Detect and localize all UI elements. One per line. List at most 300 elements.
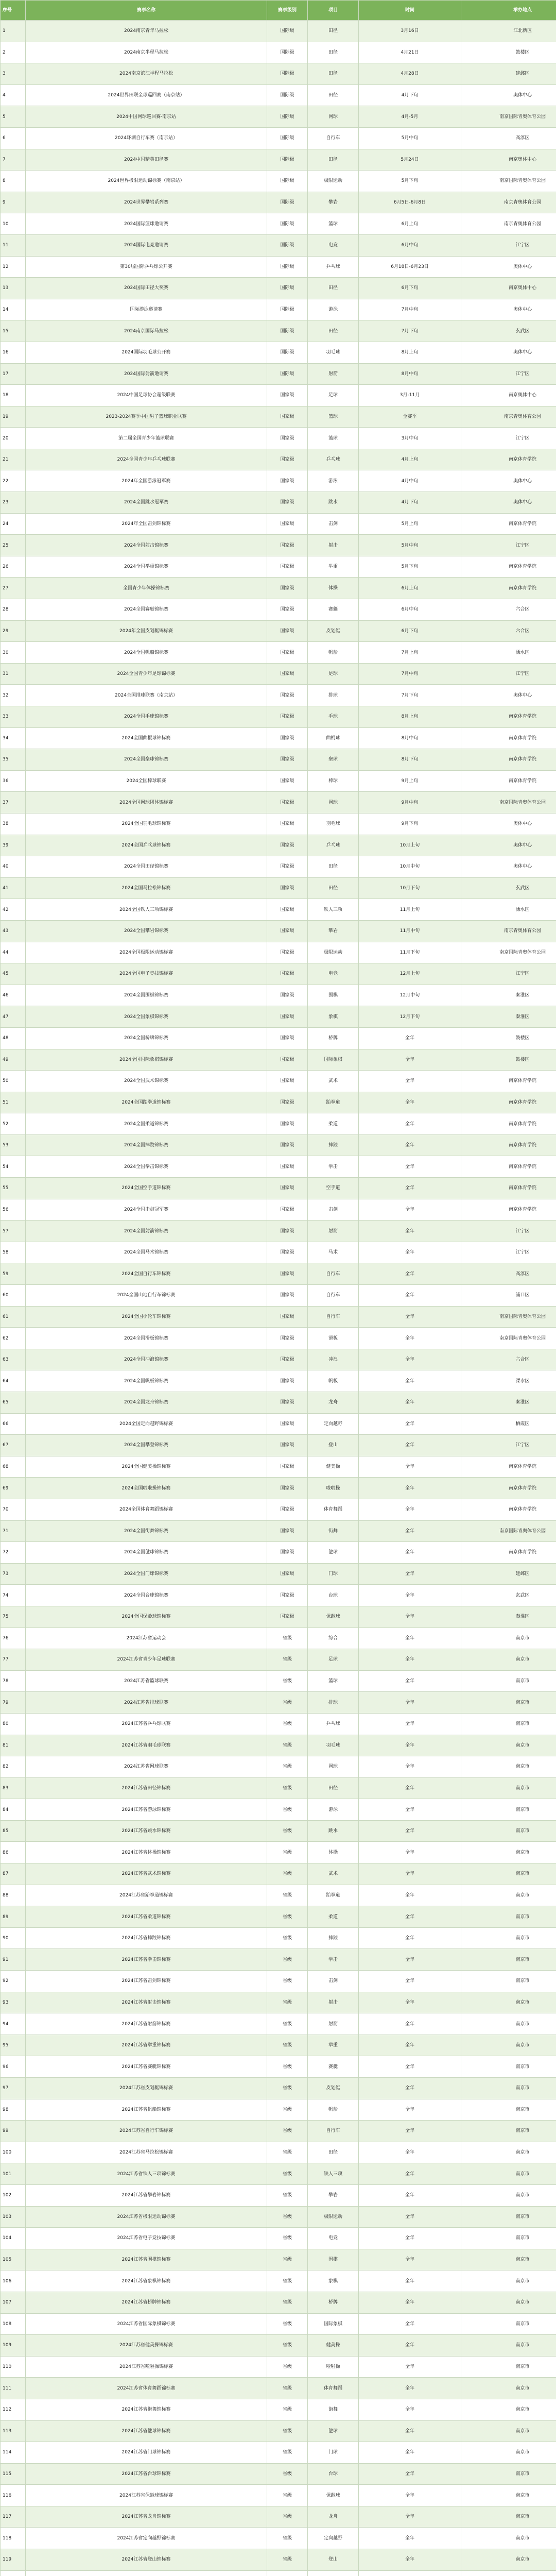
table-cell: 南京市 (461, 1842, 556, 1863)
table-cell: 国家级 (267, 1328, 308, 1349)
table-cell: 2024江苏省啦啦操锦标赛 (26, 2356, 267, 2378)
table-row (1, 299, 556, 320)
table-cell: 50 (1, 1071, 26, 1092)
table-cell: 2024年全国游泳冠军赛 (26, 470, 267, 492)
table-cell: 田径 (308, 877, 359, 899)
table-cell: 国际象棋 (308, 2313, 359, 2335)
table-cell: 全年 (359, 1842, 461, 1863)
table-row (1, 1692, 556, 1714)
table-cell: 全年 (359, 1756, 461, 1778)
table-cell: 国家级 (267, 513, 308, 535)
table-row (1, 2013, 556, 2035)
table-cell: 门球 (308, 1563, 359, 1585)
table-cell: 103 (1, 2206, 26, 2228)
table-cell: 2024江苏省体育舞蹈锦标赛 (26, 2378, 267, 2399)
table-cell: 2024全国田径锦标赛 (26, 856, 267, 878)
table-cell: 8月上旬 (359, 706, 461, 728)
table-cell: 综合 (308, 1628, 359, 1649)
table-cell: 国家级 (267, 1134, 308, 1156)
table-cell: 羽毛球 (308, 813, 359, 835)
table-cell: 2024江苏省跆拳道锦标赛 (26, 1885, 267, 1906)
table-cell: 南京市 (461, 2506, 556, 2528)
table-cell: 2024全国铁人三项锦标赛 (26, 899, 267, 921)
table-cell: 游泳 (308, 299, 359, 320)
table-cell: 全年 (359, 1820, 461, 1842)
table-cell: 全年 (359, 1863, 461, 1885)
table-row (1, 1606, 556, 1628)
table-cell: 2024全国射击锦标赛 (26, 535, 267, 556)
table-row (1, 2485, 556, 2506)
table-cell: 啦啦操 (308, 1478, 359, 1499)
table-row (1, 513, 556, 535)
table-cell: 南京体育学院 (461, 1199, 556, 1221)
table-cell: 2024全国滑板锦标赛 (26, 1328, 267, 1349)
table-row (1, 428, 556, 449)
table-cell: 南京市 (461, 2420, 556, 2442)
table-cell: 攀岩 (308, 192, 359, 213)
table-row (1, 685, 556, 706)
table-cell: 31 (1, 663, 26, 685)
table-row (1, 1499, 556, 1520)
table-row (1, 1392, 556, 1414)
table-cell: 2024中国网球巡回赛·南京站 (26, 106, 267, 128)
table-cell: 106 (1, 2270, 26, 2292)
table-cell: 拳击 (308, 1156, 359, 1178)
table-cell: 南京市 (461, 1799, 556, 1821)
table-cell: 南京市 (461, 2442, 556, 2464)
table-cell: 46 (1, 985, 26, 1006)
table-row (1, 2292, 556, 2313)
table-cell: 南京市 (461, 2078, 556, 2099)
table-cell: 国际级 (267, 320, 308, 342)
table-cell: 11月上旬 (359, 899, 461, 921)
table-cell: 攀岩 (308, 920, 359, 942)
table-cell: 江宁区 (461, 234, 556, 256)
table-cell: 11月中旬 (359, 920, 461, 942)
table-cell: 毽球 (308, 1542, 359, 1564)
table-cell: 国际级 (267, 149, 308, 171)
table-cell: 6月上旬 (359, 213, 461, 235)
table-cell: 4月下旬 (359, 492, 461, 514)
table-cell: 2024江苏省桥牌锦标赛 (26, 2292, 267, 2313)
table-cell: 全国青少年体操锦标赛 (26, 578, 267, 599)
table-row (1, 1134, 556, 1156)
table-row (1, 1221, 556, 1242)
table-cell: 皮划艇 (308, 620, 359, 642)
table-cell: 64 (1, 1370, 26, 1392)
table-cell: 11月下旬 (359, 942, 461, 963)
table-cell: 全年 (359, 1349, 461, 1370)
table-cell: 省级 (267, 1992, 308, 2013)
table-cell: 2024全国桥牌锦标赛 (26, 1027, 267, 1049)
table-cell: 2024江苏省青少年足球联赛 (26, 1649, 267, 1671)
table-cell: 2024世界攀岩系列赛 (26, 192, 267, 213)
table-cell: 南京体育学院 (461, 1134, 556, 1156)
table-cell: 秦淮区 (461, 985, 556, 1006)
table-cell: 网球 (308, 106, 359, 128)
table-cell: 5月中旬 (359, 535, 461, 556)
table-cell: 六合区 (461, 1349, 556, 1370)
table-cell: 自行车 (308, 1285, 359, 1307)
table-row (1, 2442, 556, 2464)
table-cell: 2024全国台球锦标赛 (26, 1585, 267, 1606)
table-cell: 全年 (359, 1649, 461, 1671)
table-cell: 2024江苏省击剑锦标赛 (26, 1971, 267, 1992)
table-cell: 7月上旬 (359, 642, 461, 664)
table-cell: 全年 (359, 1692, 461, 1714)
table-cell: 省级 (267, 1670, 308, 1692)
table-cell: 南京奥体中心 (461, 149, 556, 171)
table-row (1, 1777, 556, 1799)
table-cell: 全年 (359, 2099, 461, 2121)
table-cell: 省级 (267, 1820, 308, 1842)
table-cell: 100 (1, 2142, 26, 2163)
table-cell: 省级 (267, 1628, 308, 1649)
table-cell: 国家级 (267, 1349, 308, 1370)
table-cell: 国家级 (267, 1006, 308, 1028)
table-cell: 省级 (267, 1863, 308, 1885)
table-cell: 101 (1, 2163, 26, 2185)
table-cell: 2024全国网球团体锦标赛 (26, 792, 267, 814)
table-cell: 2024江苏省龙舟锦标赛 (26, 2506, 267, 2528)
table-cell: 南京市 (461, 2163, 556, 2185)
table-cell: 击剑 (308, 513, 359, 535)
table-cell: 南京市 (461, 2249, 556, 2270)
table-cell: 南京国际青奥体育公园 (461, 171, 556, 192)
table-cell: 16 (1, 342, 26, 363)
table-cell: 南京体育学院 (461, 513, 556, 535)
table-cell: 南京市 (461, 1906, 556, 1928)
table-cell: 92 (1, 1971, 26, 1992)
table-cell: 29 (1, 620, 26, 642)
table-cell: 省级 (267, 1756, 308, 1778)
table-cell: 2024全国啦啦操锦标赛 (26, 1478, 267, 1499)
table-cell: 南京市 (461, 2335, 556, 2357)
table-cell: 省级 (267, 2378, 308, 2399)
table-cell: 武术 (308, 1071, 359, 1092)
table-row (1, 2270, 556, 2292)
table-cell: 南京市 (461, 2184, 556, 2206)
table-cell: 省级 (267, 2013, 308, 2035)
table-cell: 国家级 (267, 578, 308, 599)
table-cell: 全年 (359, 2163, 461, 2185)
table-cell: 4月28日 (359, 63, 461, 85)
table-cell: 109 (1, 2335, 26, 2357)
table-cell: 国家级 (267, 449, 308, 470)
table-row (1, 727, 556, 749)
table-cell: 省级 (267, 2078, 308, 2099)
table-cell: 奥体中心 (461, 685, 556, 706)
table-cell: 国际级 (267, 63, 308, 85)
table-cell: 6月下旬 (359, 620, 461, 642)
table-cell: 奥体中心 (461, 835, 556, 856)
table-cell: 省级 (267, 2142, 308, 2163)
table-cell: 跆拳道 (308, 1092, 359, 1113)
table-cell: 奥体中心 (461, 492, 556, 514)
table-row (1, 1027, 556, 1049)
table-cell: 国家级 (267, 1413, 308, 1435)
table-cell: 全年 (359, 1906, 461, 1928)
header-cell: 序号 (1, 1, 26, 21)
table-cell: 66 (1, 1413, 26, 1435)
table-cell: 栖霞区 (461, 1413, 556, 1435)
table-cell: 龙舟 (308, 2506, 359, 2528)
table-cell: 57 (1, 1221, 26, 1242)
table-cell: 51 (1, 1092, 26, 1113)
table-cell: 南京市 (461, 1670, 556, 1692)
table-cell: 玄武区 (461, 1585, 556, 1606)
table-cell: 网球 (308, 792, 359, 814)
table-cell: 全年 (359, 1306, 461, 1328)
table-cell: 国际级 (267, 278, 308, 299)
table-cell: 建邺区 (461, 63, 556, 85)
table-row (1, 1992, 556, 2013)
table-cell (461, 2570, 556, 2576)
table-cell: 定向越野 (308, 1413, 359, 1435)
table-row (1, 1863, 556, 1885)
table-row (1, 1349, 556, 1370)
table-row (1, 1156, 556, 1178)
table-cell: 2024国际田径大奖赛 (26, 278, 267, 299)
table-cell: 乒乓球 (308, 835, 359, 856)
table-cell: 国际级 (267, 42, 308, 63)
table-row (1, 363, 556, 385)
table-cell: 国家级 (267, 1306, 308, 1328)
table-cell: 73 (1, 1563, 26, 1585)
table-cell: 射箭 (308, 363, 359, 385)
table-cell: 电竞 (308, 2228, 359, 2249)
table-cell: 奥体中心 (461, 299, 556, 320)
table-cell: 32 (1, 685, 26, 706)
table-cell: 全年 (359, 2249, 461, 2270)
table-cell: 国家级 (267, 1156, 308, 1178)
table-cell: 全年 (359, 1478, 461, 1499)
table-cell: 42 (1, 899, 26, 921)
table-cell: 107 (1, 2292, 26, 2313)
table-cell: 南京国际青奥体育公园 (461, 1306, 556, 1328)
table-cell: 台球 (308, 1585, 359, 1606)
table-cell: 25 (1, 535, 26, 556)
table-row (1, 792, 556, 814)
table-cell: 2024全国跆拳道锦标赛 (26, 1092, 267, 1113)
table-cell: 2024江苏省毽球锦标赛 (26, 2420, 267, 2442)
table-row (1, 1713, 556, 1735)
table-cell: 南京市 (461, 2378, 556, 2399)
table-cell: 空手道 (308, 1178, 359, 1199)
table-cell: 国家级 (267, 1478, 308, 1499)
table-cell: 2024江苏省羽毛球联赛 (26, 1735, 267, 1756)
table-cell: 2024江苏省排球联赛 (26, 1692, 267, 1714)
table-cell: 奥体中心 (461, 856, 556, 878)
table-cell: 第二届全国青少年篮球联赛 (26, 428, 267, 449)
table-row (1, 1628, 556, 1649)
table-row (1, 899, 556, 921)
table-row (1, 2549, 556, 2571)
table-row (1, 406, 556, 428)
table-cell: 省级 (267, 2249, 308, 2270)
table-cell: 国家级 (267, 813, 308, 835)
table-cell: 全年 (359, 2335, 461, 2357)
table-cell: 6月18日-6月23日 (359, 256, 461, 278)
table-cell: 六合区 (461, 599, 556, 621)
table-cell: 省级 (267, 2399, 308, 2420)
table-cell: 2024江苏省自行车锦标赛 (26, 2121, 267, 2142)
table-cell: 国家级 (267, 1370, 308, 1392)
table-row (1, 920, 556, 942)
table-cell: 田径 (308, 149, 359, 171)
table-row (1, 599, 556, 621)
table-cell: 南京市 (461, 2399, 556, 2420)
table-cell: 全年 (359, 1113, 461, 1135)
table-cell: 7月下旬 (359, 685, 461, 706)
table-cell: 1 (1, 21, 26, 42)
table-cell: 2024江苏省跳水锦标赛 (26, 1820, 267, 1842)
table-cell: 2024全国电子竞技锦标赛 (26, 963, 267, 985)
table-row (1, 2420, 556, 2442)
table-cell: 南京体育学院 (461, 1156, 556, 1178)
table-cell: 南京市 (461, 1885, 556, 1906)
table-cell: 2024江苏省铁人三项锦标赛 (26, 2163, 267, 2185)
table-cell: 6月下旬 (359, 278, 461, 299)
table-row (1, 1285, 556, 1307)
table-cell: 113 (1, 2420, 26, 2442)
table-cell: 国家级 (267, 1606, 308, 1628)
table-cell: 国家级 (267, 706, 308, 728)
table-row (1, 2099, 556, 2121)
table-row (1, 1735, 556, 1756)
table-cell: 93 (1, 1992, 26, 2013)
table-cell: 省级 (267, 2335, 308, 2357)
table-cell: 102 (1, 2184, 26, 2206)
table-row (1, 2121, 556, 2142)
table-cell: 全年 (359, 2228, 461, 2249)
table-cell: 国际级 (267, 127, 308, 149)
table-cell: 10月上旬 (359, 835, 461, 856)
table-cell: 乒乓球 (308, 256, 359, 278)
table-cell: 国家级 (267, 749, 308, 771)
table-cell: 国家级 (267, 727, 308, 749)
table-cell: 2024江苏省游泳锦标赛 (26, 1799, 267, 1821)
table-cell: 射击 (308, 1992, 359, 2013)
table-cell: 2024江苏省篮球联赛 (26, 1670, 267, 1692)
table-cell: 保龄球 (308, 2485, 359, 2506)
table-cell: 玄武区 (461, 320, 556, 342)
table-cell: 国家级 (267, 1242, 308, 1263)
table-cell: 全年 (359, 1992, 461, 2013)
table-row (1, 856, 556, 878)
table-row (1, 84, 556, 106)
table-cell: 省级 (267, 2420, 308, 2442)
table-cell: 12 (1, 256, 26, 278)
table-cell: 南京体育学院 (461, 1478, 556, 1499)
table-cell: 27 (1, 578, 26, 599)
table-cell: 桥牌 (308, 1027, 359, 1049)
table-cell: 定向越野 (308, 2528, 359, 2549)
table-cell: 省级 (267, 1971, 308, 1992)
table-row (1, 1306, 556, 1328)
table-row (1, 63, 556, 85)
table-cell: 17 (1, 363, 26, 385)
table-cell: 射箭 (308, 2013, 359, 2035)
table-row (1, 42, 556, 63)
table-cell: 30 (1, 642, 26, 664)
table-cell: 国家级 (267, 1199, 308, 1221)
table-cell: 帆船 (308, 642, 359, 664)
table-cell: 江宁区 (461, 363, 556, 385)
table-row (1, 985, 556, 1006)
table-cell: 国家级 (267, 599, 308, 621)
table-cell: 2024江苏省攀岩锦标赛 (26, 2184, 267, 2206)
table-cell (308, 2570, 359, 2576)
table-cell: 2024江苏省皮划艇锦标赛 (26, 2078, 267, 2099)
table-cell: 南京市 (461, 2549, 556, 2571)
table-cell: 国家级 (267, 792, 308, 814)
table-row (1, 1435, 556, 1456)
table-cell: 啦啦操 (308, 2356, 359, 2378)
table-cell: 60 (1, 1285, 26, 1307)
table-row (1, 942, 556, 963)
table-cell: 田径 (308, 63, 359, 85)
table-cell: 江北新区 (461, 21, 556, 42)
table-cell: 南京市 (461, 2292, 556, 2313)
table-cell: 116 (1, 2485, 26, 2506)
table-cell: 国际级 (267, 21, 308, 42)
table-cell: 奥体中心 (461, 813, 556, 835)
table-cell: 20 (1, 428, 26, 449)
table-row (1, 149, 556, 171)
table-cell: 40 (1, 856, 26, 878)
table-cell: 7月中旬 (359, 299, 461, 320)
table-cell: 南京体育学院 (461, 1071, 556, 1092)
table-cell: 18 (1, 385, 26, 406)
table-cell: 2023-2024赛季中国男子篮球职业联赛 (26, 406, 267, 428)
table-cell: 省级 (267, 1777, 308, 1799)
table-cell: 南京市 (461, 2142, 556, 2163)
table-cell: 游泳 (308, 1799, 359, 1821)
table-cell: 国家级 (267, 920, 308, 942)
table-row (1, 1478, 556, 1499)
table-row (1, 1520, 556, 1542)
table-cell: 90 (1, 1927, 26, 1949)
table-row (1, 1049, 556, 1071)
table-cell: 84 (1, 1799, 26, 1821)
table-cell: 毽球 (308, 2420, 359, 2442)
table-cell: 鼓楼区 (461, 1027, 556, 1049)
table-cell: 2024江苏省门球锦标赛 (26, 2442, 267, 2464)
table-cell: 111 (1, 2378, 26, 2399)
table-cell: 足球 (308, 663, 359, 685)
table-cell: 南京市 (461, 1949, 556, 1971)
table-cell: 电竞 (308, 234, 359, 256)
table-cell: 鼓楼区 (461, 1049, 556, 1071)
table-cell: 15 (1, 320, 26, 342)
table-row (1, 2463, 556, 2485)
table-cell (267, 2570, 308, 2576)
table-cell: 9月下旬 (359, 813, 461, 835)
table-cell: 省级 (267, 2099, 308, 2121)
table-cell: 围棋 (308, 2249, 359, 2270)
table-cell: 国家级 (267, 942, 308, 963)
table-cell: 23 (1, 492, 26, 514)
table-cell: 国家级 (267, 1392, 308, 1414)
table-cell: 9 (1, 192, 26, 213)
table-cell: 田径 (308, 278, 359, 299)
table-cell: 省级 (267, 1885, 308, 1906)
table-cell: 8 (1, 171, 26, 192)
table-cell: 全年 (359, 1670, 461, 1692)
header-row (1, 1, 556, 21)
table-cell: 跆拳道 (308, 1885, 359, 1906)
